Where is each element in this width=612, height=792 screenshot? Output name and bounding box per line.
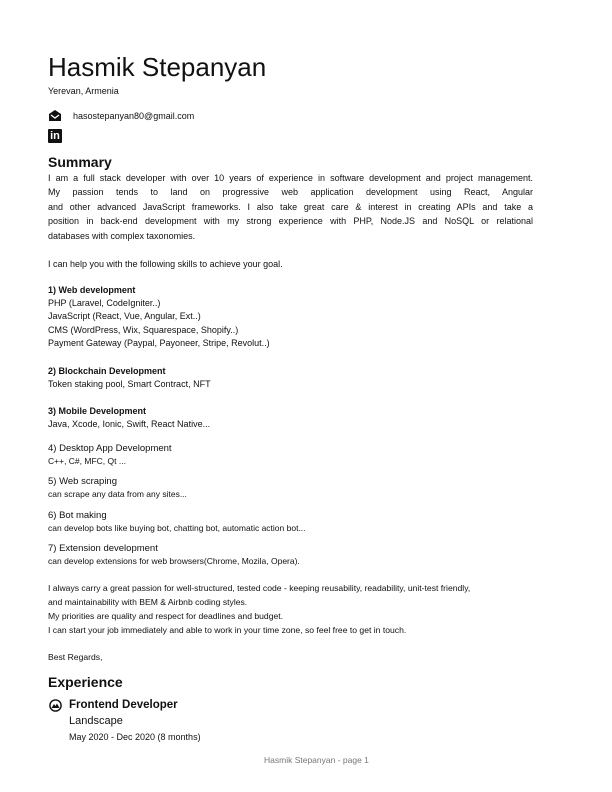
skill-line: Java, Xcode, Ionic, Swift, React Native... (48, 419, 211, 429)
closing-line: I always carry a great passion for well-structured, tested code - keeping reusability, readability, unit-test friendly, (48, 583, 471, 593)
closing-line: My priorities are quality and respect for deadlines and budget. (48, 611, 284, 621)
intro-line: My passion tends to land on progressive web application development using React, Angular (48, 187, 533, 198)
skill-title: 3) Mobile Development (48, 406, 147, 416)
skill-line: Token staking pool, Smart Contract, NFT (48, 379, 211, 389)
skill-line: can scrape any data from any sites... (48, 489, 187, 499)
intro-line: position in back-end development with my strong experience with PHP, Node.JS and NoSQL or relational (48, 216, 533, 227)
skill-line: Payment Gateway (Paypal, Payoneer, Stripe, Revolut..) (48, 338, 270, 348)
skill-title: 7) Extension development (48, 543, 158, 554)
skill-line: JavaScript (React, Vue, Angular, Ext..) (48, 311, 201, 321)
company-logo-icon (49, 699, 62, 712)
intro-line: and other advanced JavaScript frameworks. I also take great care & interest in creating APIs and take a (48, 201, 533, 212)
skill-title: 1) Web development (48, 285, 136, 295)
skill-line: PHP (Laravel, CodeIgniter..) (48, 298, 161, 308)
intro-line: I am a full stack developer with over 10 years of experience in software development and project management. (48, 173, 533, 183)
email-link[interactable]: hasostepanyan80@gmail.com (73, 111, 195, 121)
envelope-icon (48, 109, 62, 122)
summary-heading: Summary (48, 154, 112, 170)
skill-title: 5) Web scraping (48, 476, 117, 487)
skill-title: 2) Blockchain Development (48, 366, 166, 376)
skill-line: CMS (WordPress, Wix, Squarespace, Shopify..) (48, 325, 239, 335)
location: Yerevan, Armenia (48, 86, 119, 96)
signoff: Best Regards, (48, 652, 103, 662)
linkedin-icon[interactable]: in (48, 129, 62, 143)
help-line: I can help you with the following skills to achieve your goal. (48, 259, 283, 269)
skill-line: can develop bots like buying bot, chatting bot, automatic action bot... (48, 523, 306, 533)
skill-line: C++, C#, MFC, Qt ... (48, 456, 126, 466)
candidate-name: Hasmik Stepanyan (48, 52, 267, 82)
closing-line: and maintainability with BEM & Airbnb coding styles. (48, 597, 248, 607)
page-footer: Hasmik Stepanyan - page 1 (264, 755, 369, 765)
skill-title: 6) Bot making (48, 510, 107, 521)
intro-line: databases with complex taxonomies. (48, 230, 196, 241)
job-company: Landscape (69, 715, 123, 727)
job-dates: May 2020 - Dec 2020 (8 months) (69, 732, 201, 742)
experience-heading: Experience (48, 674, 123, 690)
closing-line: I can start your job immediately and able to work in your time zone, so feel free to get in touch. (48, 625, 407, 635)
skill-line: can develop extensions for web browsers(Chrome, Mozila, Opera). (48, 556, 300, 566)
job-role: Frontend Developer (69, 699, 178, 711)
summary-intro (48, 171, 533, 243)
skill-title: 4) Desktop App Development (48, 443, 172, 454)
